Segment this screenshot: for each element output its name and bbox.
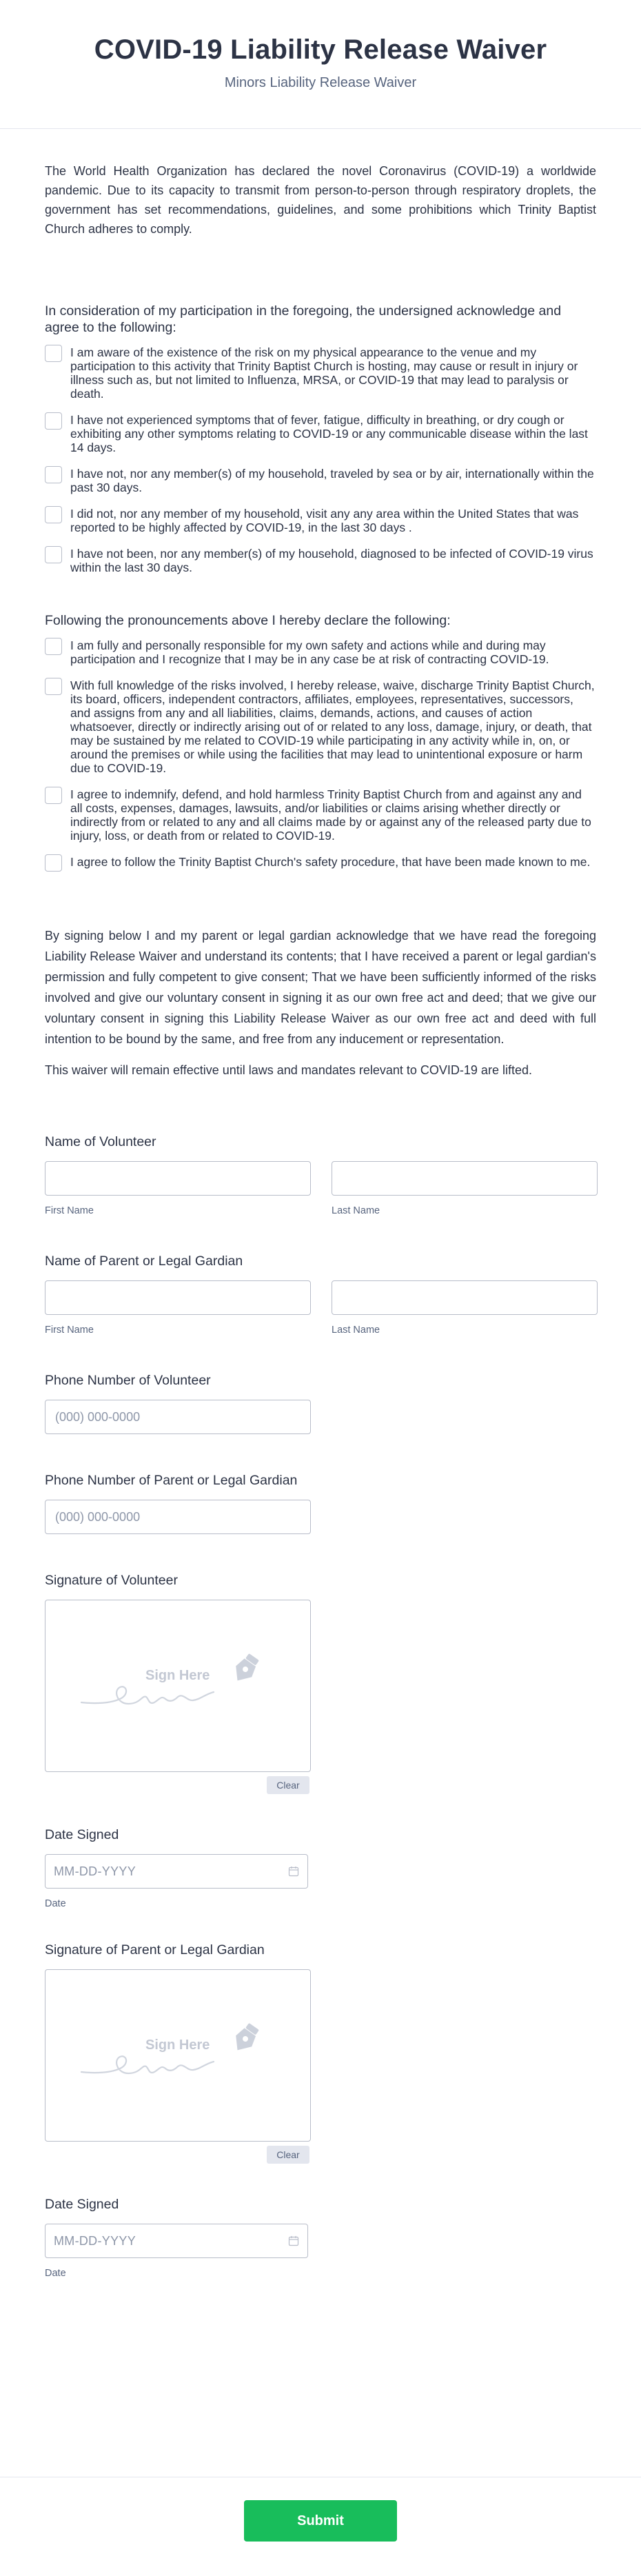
volunteer-last-name-input[interactable] — [332, 1161, 598, 1196]
parent-phone-field — [45, 1473, 596, 1534]
checkbox[interactable] — [45, 787, 62, 804]
intro-paragraph: The World Health Organization has declared the novel Coronavirus (COVID-19) a worldwide pandemic. Due to its capacity to transmit from person-to-person through respiratory droplets, the government has set recommendations, guidelines, and some prohibitions which Trinity Baptist Church adheres to comply. — [45, 164, 596, 236]
volunteer-signature-pad[interactable] — [45, 1600, 311, 1772]
form-header — [0, 0, 641, 129]
form-title: COVID-19 Liability Release Waiver — [94, 34, 547, 65]
checkbox-option[interactable] — [45, 787, 596, 843]
volunteer-signature-label: Signature of Volunteer — [45, 1573, 178, 1588]
date-signed-field — [45, 1827, 596, 1909]
checkbox[interactable] — [45, 412, 62, 430]
effective-paragraph: This waiver will remain effective until laws and mandates relevant to COVID-19 are lifted. — [45, 1063, 532, 1077]
checkbox[interactable] — [45, 466, 62, 483]
first-name-sublabel: First Name — [45, 1205, 94, 1216]
acknowledge-section — [45, 303, 596, 574]
date-input[interactable] — [45, 2224, 308, 2258]
checkbox-option[interactable] — [45, 638, 596, 666]
date-signed-field — [45, 2197, 596, 2279]
checkbox[interactable] — [45, 638, 62, 655]
volunteer-phone-input[interactable] — [45, 1400, 311, 1434]
declare-title: Following the pronouncements above I hereby declare the following: — [45, 613, 451, 628]
date-sublabel: Date — [45, 2268, 66, 2279]
signature-scribble — [45, 1970, 312, 2142]
calendar-icon[interactable] — [288, 2235, 299, 2246]
date-signed-label: Date Signed — [45, 1827, 119, 1842]
checkbox-label: I agree to indemnify, defend, and hold harmless Trinity Baptist Church from and against any and all costs, expenses, damages, lawsuits, and/or liabilities or claims arising whether directly or indirectly from or related to any and all claims made by or against any of the released party due to injury, loss, or death from or related to COVID-19. — [70, 787, 591, 843]
checkbox-label: I am aware of the existence of the risk on my physical appearance to the venue and my participation to this activity that Trinity Baptist Church is hosting, may cause or result in injury or illness such as, but not limited to Influenza, MRSA, or COVID-19 that may lead to paralysis or death. — [70, 345, 578, 401]
volunteer-name-label: Name of Volunteer — [45, 1134, 156, 1149]
parent-name-label: Name of Parent or Legal Gardian — [45, 1254, 243, 1269]
checkbox-option[interactable] — [45, 413, 596, 454]
checkbox-label: I agree to follow the Trinity Baptist Church's safety procedure, that have been made known to me. — [70, 855, 591, 869]
checkbox-option[interactable] — [45, 855, 596, 872]
parent-first-name-input[interactable] — [45, 1280, 311, 1315]
parent-signature-field — [45, 1942, 596, 2164]
parent-signature-label: Signature of Parent or Legal Gardian — [45, 1942, 265, 1958]
last-name-sublabel: Last Name — [332, 1325, 380, 1336]
signature-pen-icon — [230, 1651, 262, 1686]
checkbox[interactable] — [45, 678, 62, 695]
submit-button[interactable]: Submit — [244, 2500, 397, 2542]
sign-here-placeholder: Sign Here — [145, 2037, 210, 2053]
checkbox-label: I did not, nor any member of my household, visit any any area within the United States that was reported to be highly affected by COVID-19, in the last 30 days . — [70, 507, 579, 534]
form-content — [0, 161, 641, 2279]
clear-signature-button[interactable]: Clear — [267, 2146, 309, 2164]
parent-signature-pad[interactable] — [45, 1969, 311, 2142]
volunteer-phone-field — [45, 1373, 596, 1434]
date-signed-label: Date Signed — [45, 2197, 119, 2212]
checkbox[interactable] — [45, 345, 62, 362]
checkbox[interactable] — [45, 854, 62, 872]
date-placeholder: MM-DD-YYYY — [54, 1864, 136, 1878]
checkbox-label: With full knowledge of the risks involved, I hereby release, waive, discharge Trinity Baptist Church, its board, officers, independent contractors, affiliates, employees, representatives, successors, and assigns from any and all liabilities, claims, demands, actions, and causes of action whatsoever, directly or indirectly arising out of or related to any loss, damage, injury, or death, that may be sustained by me related to COVID-19 while participating in any activity while in, on, or around the premises or while using the facilities that may lead to unintentional exposure or harm due to COVID-19. — [70, 678, 595, 775]
signature-scribble — [45, 1600, 312, 1773]
checkbox-label: I have not been, nor any member(s) of my household, diagnosed to be infected of COVID-19 virus within the last 30 days. — [70, 547, 593, 574]
parent-phone-label: Phone Number of Parent or Legal Gardian — [45, 1473, 298, 1488]
checkbox[interactable] — [45, 506, 62, 523]
acknowledge-checklist — [45, 345, 596, 574]
checkbox[interactable] — [45, 546, 62, 563]
sign-here-placeholder: Sign Here — [145, 1668, 210, 1683]
first-name-sublabel: First Name — [45, 1325, 94, 1336]
date-sublabel: Date — [45, 1898, 66, 1909]
date-input[interactable] — [45, 1854, 308, 1889]
checkbox-option[interactable] — [45, 678, 596, 775]
parent-name-field — [45, 1254, 596, 1336]
calendar-icon[interactable] — [288, 1866, 299, 1877]
volunteer-first-name-input[interactable] — [45, 1161, 311, 1196]
form-footer — [0, 2477, 641, 2576]
checkbox-option[interactable] — [45, 345, 596, 401]
volunteer-signature-field — [45, 1573, 596, 1794]
checkbox-label: I have not, nor any member(s) of my household, traveled by sea or by air, internationally within the past 30 days. — [70, 467, 594, 494]
form-subtitle: Minors Liability Release Waiver — [224, 75, 417, 90]
checkbox-label: I have not experienced symptoms that of fever, fatigue, difficulty in breathing, or dry cough or exhibiting any other symptoms relating to COVID-19 or any communicable disease within the last 14 days. — [70, 413, 588, 454]
volunteer-phone-label: Phone Number of Volunteer — [45, 1373, 211, 1388]
checkbox-option[interactable] — [45, 507, 596, 534]
date-placeholder: MM-DD-YYYY — [54, 2233, 136, 2248]
clear-signature-button[interactable]: Clear — [267, 1776, 309, 1794]
checkbox-option[interactable] — [45, 467, 596, 494]
acknowledge-title: In consideration of my participation in the foregoing, the undersigned acknowledge and agree to the following: — [45, 303, 562, 335]
checkbox-label: I am fully and personally responsible for my own safety and actions while and during may participation and I recognize that I may be in any case be at risk of contracting COVID-19. — [70, 638, 549, 666]
consent-paragraph: By signing below I and my parent or legal gardian acknowledge that we have read the foregoing Liability Release Waiver and understand its contents; that I have received a parent or legal gardian's permission and fully competent to give consent; That we have been sufficiently informed of the risks involved and give our voluntary consent in signing it as our own free act and deed; that we give our voluntary consent in signing this Liability Release Waiver as our own free act and deed with full intention to be bound by the same, and free from any inducement or representation. — [45, 929, 596, 1046]
checkbox-option[interactable] — [45, 547, 596, 574]
last-name-sublabel: Last Name — [332, 1205, 380, 1216]
volunteer-name-field — [45, 1134, 596, 1216]
consent-section — [45, 925, 596, 1080]
declare-section — [45, 612, 596, 872]
parent-last-name-input[interactable] — [332, 1280, 598, 1315]
declare-checklist — [45, 638, 596, 872]
parent-phone-input[interactable] — [45, 1500, 311, 1534]
signature-pen-icon — [230, 2021, 262, 2055]
